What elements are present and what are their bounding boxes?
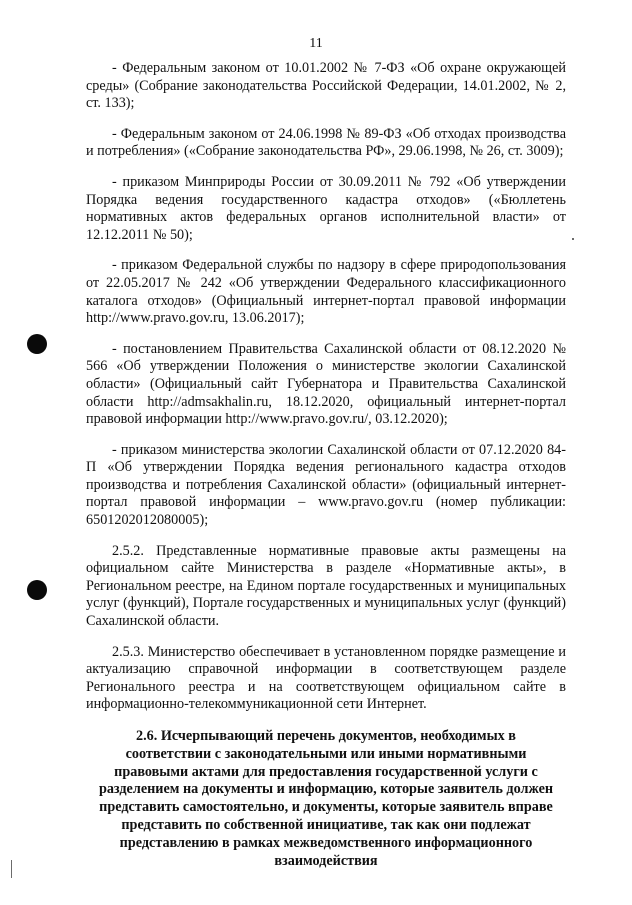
punch-hole-top [27,334,47,354]
paragraph-resolution-566: - постановлением Правительства Сахалинской области от 08.12.2020 № 566 «Об утверждении Положения о министерстве экологии Сахалинской области» (Официальный сайт Губернатора и Правительства Сахалинской области http://admsakhalin.ru, 18.12.2020, официальный интернет-портал правовой информации http://www.pravo.gov.ru/, 03.12.2020); [86,340,566,428]
scan-speck [572,238,574,240]
paragraph-order-242: - приказом Федеральной службы по надзору в сфере природопользования от 22.05.2017 № 242 «Об утверждении Федерального классификационного каталога отходов» (Официальный интернет-портал правовой информации http://www.pravo.gov.ru, 13.06.2017); [86,257,566,327]
paragraph-order-84p: - приказом министерства экологии Сахалинской области от 07.12.2020 84-П «Об утверждении Порядка ведения регионального кадастра отходов производства и потребления Сахалинской области» (официальный интернет-портал правовой информации – www.pravo.gov.ru (номер публикации: 6501202012080005); [86,441,566,529]
punch-hole-bottom [27,580,47,600]
document-body [86,60,566,870]
paragraph-2-5-3: 2.5.3. Министерство обеспечивает в установленном порядке размещение и актуализацию справочной информации в соответствующем разделе Регионального реестра и на соответствующем официальном сайте в информационно-телекоммуникационной сети Интернет. [86,643,566,713]
page-number: 11 [309,36,323,51]
section-heading-2-6: 2.6. Исчерпывающий перечень документов, необходимых в соответствии с законодательными или иными нормативными правовыми актами для предоставления государственной услуги с разделением на документы и информацию, которые заявитель должен представить самостоятельно, и документы, которые заявитель вправе представить по собственной инициативе, так как они подлежат представлению в рамках межведомственного информационного взаимодействия [98,728,554,869]
paragraph-order-792: - приказом Минприроды России от 30.09.2011 № 792 «Об утверждении Порядка ведения государственного кадастра отходов» («Бюллетень нормативных актов федеральных органов исполнительной власти» от 12.12.2011 № 50); [86,173,566,243]
paragraph-2-5-2: 2.5.2. Представленные нормативные правовые акты размещены на официальном сайте Министерства в разделе «Нормативные акты», в Региональном реестре, на Едином портале государственных и муниципальных услуг (функций), Портале государственных и муниципальных услуг (функций) Сахалинской области. [86,542,566,630]
scan-speck [11,860,12,878]
paragraph-law-89fz: - Федеральным законом от 24.06.1998 № 89-ФЗ «Об отходах производства и потребления» («Собрание законодательства РФ», 29.06.1998, № 26, ст. 3009); [86,125,566,160]
paragraph-law-7fz: - Федеральным законом от 10.01.2002 № 7-ФЗ «Об охране окружающей среды» (Собрание законодательства Российской Федерации, 14.01.2002, № 2, ст. 133); [86,60,566,112]
